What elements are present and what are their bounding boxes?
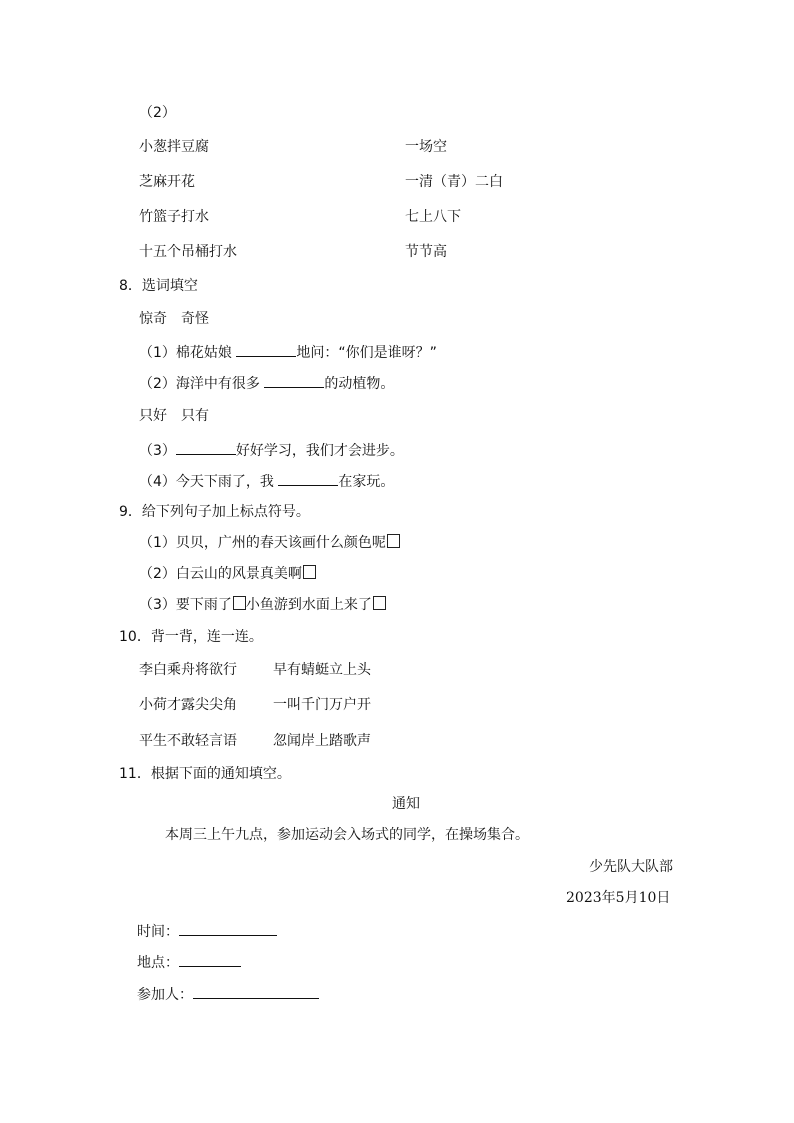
fill-item-3-before: （3）	[139, 443, 176, 459]
sentence-3-part1: （3）要下雨了	[139, 597, 232, 613]
fill-item-3-after: 好好学习，我们才会进步。	[235, 443, 404, 459]
word-choices-1: 惊奇 奇怪	[139, 311, 209, 327]
notice-date	[566, 889, 670, 907]
fill-item-2	[139, 373, 394, 393]
poem-left-1: 李白乘舟将欲行	[139, 662, 237, 678]
match-left-4: 十五个吊桶打水	[139, 244, 237, 260]
sentence-2: （2）白云山的风景真美啊	[139, 566, 302, 582]
fill-item-1-before: （1）棉花姑娘	[139, 345, 237, 361]
fill-item-2-after: 的动植物。	[324, 376, 395, 392]
notice-body: 本周三上午九点，参加运动会入场式的同学，在操场集合。	[165, 827, 529, 843]
subquestion-label: （2）	[139, 105, 176, 121]
fill-item-1	[139, 342, 437, 362]
match-right-3: 七上八下	[405, 209, 461, 225]
field-participants	[137, 984, 319, 1004]
punctuation-box-2[interactable]	[303, 565, 316, 579]
date-day: 10	[638, 890, 657, 906]
punctuation-item-3	[139, 596, 386, 614]
date-year-unit: 年	[601, 890, 616, 906]
match-right-1: 一场空	[405, 139, 447, 155]
sentence-1: （1）贝贝，广州的春天该画什么颜色呢	[139, 535, 386, 551]
answer-blank-2[interactable]	[264, 373, 324, 388]
question-11-title: 11．根据下面的通知填空。	[119, 766, 291, 782]
field-participants-label: 参加人：	[137, 987, 193, 1003]
match-left-2: 芝麻开花	[139, 174, 195, 190]
fill-item-1-after: 地问：“你们是谁呀？”	[296, 345, 437, 361]
notice-heading: 通知	[392, 796, 420, 812]
match-right-2: 一清（青）二白	[405, 174, 503, 190]
punctuation-item-2	[139, 565, 316, 583]
place-answer-blank[interactable]	[179, 952, 241, 967]
punctuation-box-4[interactable]	[373, 596, 386, 610]
poem-right-2: 一叫千门万户开	[273, 697, 371, 713]
punctuation-box-3[interactable]	[233, 596, 246, 610]
field-time	[137, 921, 277, 941]
participants-answer-blank[interactable]	[193, 984, 319, 999]
word-choices-2: 只好 只有	[139, 408, 209, 424]
poem-left-3: 平生不敢轻言语	[139, 733, 237, 749]
date-month: 5	[615, 890, 625, 906]
field-time-label: 时间：	[137, 924, 179, 940]
match-right-4: 节节高	[405, 244, 447, 260]
poem-left-2: 小荷才露尖尖角	[139, 697, 237, 713]
fill-item-3	[139, 440, 404, 460]
answer-blank-1[interactable]	[236, 342, 296, 357]
punctuation-box-1[interactable]	[387, 534, 400, 548]
match-left-3: 竹篮子打水	[139, 209, 209, 225]
fill-item-4-before: （4）今天下雨了，我	[139, 474, 279, 490]
poem-right-1: 早有蜻蜓立上头	[273, 662, 371, 678]
question-10-title: 10．背一背，连一连。	[119, 629, 263, 645]
time-answer-blank[interactable]	[179, 921, 277, 936]
sentence-3-part2: 小鱼游到水面上来了	[245, 597, 372, 613]
fill-item-4	[139, 471, 394, 491]
field-place-label: 地点：	[137, 955, 179, 971]
answer-blank-3[interactable]	[176, 440, 236, 455]
date-month-unit: 月	[624, 890, 639, 906]
fill-item-2-before: （2）海洋中有很多	[139, 376, 265, 392]
match-left-1: 小葱拌豆腐	[139, 139, 209, 155]
field-place	[137, 952, 241, 972]
fill-item-4-after: 在家玩。	[338, 474, 395, 490]
question-8-title: 8．选词填空	[119, 278, 198, 294]
notice-signature: 少先队大队部	[589, 859, 673, 875]
answer-blank-4[interactable]	[278, 471, 338, 486]
question-9-title: 9．给下列句子加上标点符号。	[119, 504, 310, 520]
punctuation-item-1	[139, 534, 400, 552]
poem-right-3: 忽闻岸上踏歌声	[273, 733, 371, 749]
date-day-unit: 日	[656, 890, 671, 906]
date-year: 2023	[566, 890, 602, 906]
